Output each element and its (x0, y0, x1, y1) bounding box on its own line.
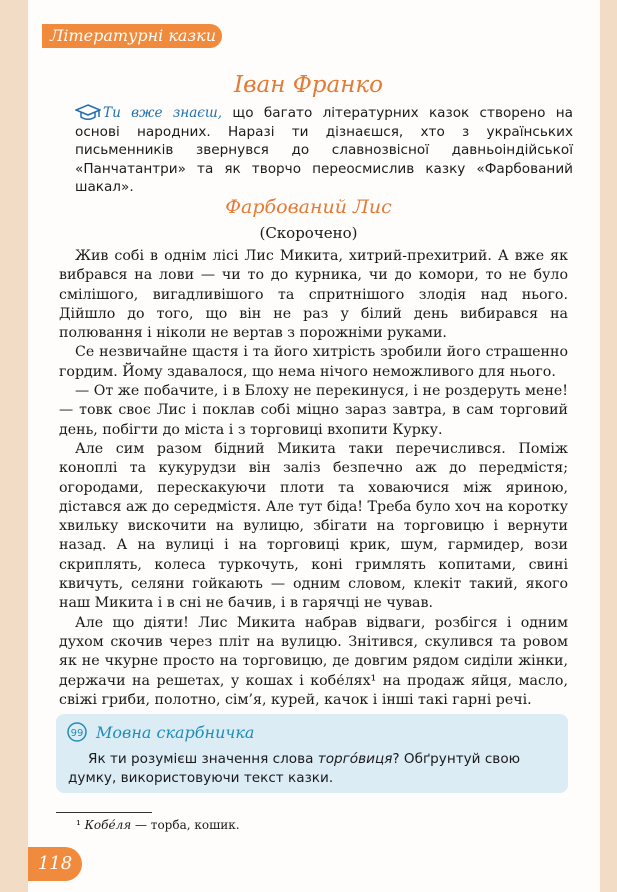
story-paragraph: Але сим разом бідний Микита таки перечислився. Поміж коноплі та кукурудзи він заліз безпечно аж до передмістя; огородами, перескакуючи плоти та ховаючися між яриною, дістався аж до середмістя. Але тут біда! Треба було хоч на коротку хвильку вискочити на вулицю, збігати на торговицю і вернути назад. А на вулиці і на торговиці крик, шум, гармидер, вози скриплять, колеса туркочуть, коні гримлять копитами, свині квичуть, селяни гойкають — одним словом, клекіт такий, якого наш Микита і в сні не бачив, і в гарячці не чував. (59, 440, 568, 612)
intro-paragraph (75, 104, 573, 197)
story-text (59, 247, 568, 710)
language-box (56, 714, 568, 793)
story-subtitle: (Скорочено) (259, 224, 358, 242)
story-paragraph: Але що діяти! Лис Микита набрав відваги, розбігся і одним духом скочив через пліт на вулицю. Знітився, скулився та ровом як не чкурне просто на торговицю, де довгим рядом сиділи жінки, держачи на решетах, у кошах і кобе́лях¹ на продаж яйця, масло, свіжі гриби, полотно, сім’я, курей, качок і інші такі гарні речі. (59, 614, 568, 708)
svg-text:99: 99 (70, 728, 84, 739)
story-paragraph: Се незвичайне щастя і та його хитрість зробили його страшенно гордим. Йому здавалося, що нема нічого неможливого для нього. (59, 344, 568, 380)
language-box-question: Як ти розумієш значення слова торго́виця? Обґрунтуй свою думку, використовуючи текст казки. (68, 751, 521, 786)
language-box-title: Мовна скарбничка (96, 723, 255, 742)
intro-text: що багато літературних казок створено на основі народних. Наразі ти дізнаєшся, хто з українських письменників звернувся до славнозвісної давньоіндійської «Панчатантри» та як творчо переосмислив казку «Фарбований шакал». (75, 105, 573, 195)
footnote-word: Кобе́ля (84, 818, 132, 832)
story-paragraph: Жив собі в однім лісі Лис Микита, хитрий-прехитрий. А вже як вибрався на лови — чи то до курника, чи до комори, то не було смілішого, вигадливішого та спритнішого злодія над нього. Дійшло до того, що він не раз у білий день вибирався на полювання і ніколи не вертав з порожніми руками. (59, 248, 568, 342)
highlighted-word: торго́виця (317, 751, 393, 767)
section-header: Літературні казки (42, 24, 222, 48)
footnote-divider (56, 812, 152, 813)
story-paragraph: — От же побачите, і в Блоху не перекинуся, і не роздеруть мене! — товк своє Лис і поклав собі міцно зараз завтра, в сам торговий день, побігти до міста і з торговиці вхопити Курку. (59, 383, 568, 438)
author-heading: Іван Франко (234, 72, 383, 98)
page-number: 118 (28, 847, 82, 881)
footnote: ¹ Кобе́ля — торба, кошик. (76, 818, 240, 832)
intro-lead: Ти вже знаєш, (103, 105, 223, 121)
page-ornament-left (0, 0, 28, 892)
quote-icon (66, 722, 88, 742)
story-title: Фарбований Лис (225, 196, 392, 218)
page-ornament-right (600, 0, 617, 892)
